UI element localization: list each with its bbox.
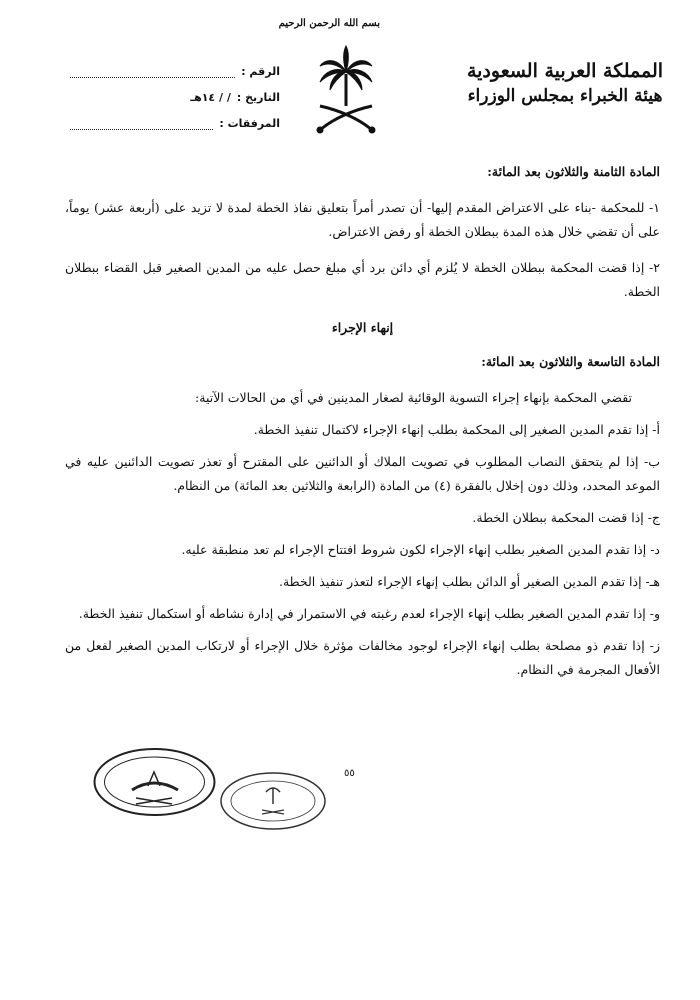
section-heading: إنهاء الإجراء [331, 320, 394, 335]
ref-number-label: الرقم : [241, 64, 280, 78]
attachments-label: المرفقات : [219, 116, 280, 130]
palm-swords-emblem-icon [314, 44, 378, 136]
page-number: ٥٥ [344, 768, 355, 779]
attachments-row [70, 110, 280, 136]
attachments-line [70, 117, 213, 130]
organization-header [460, 58, 670, 108]
article-139-title: المادة التاسعة والثلاثون بعد المائة: [481, 354, 660, 369]
article-139-item-b: ب- إذا لم يتحقق النصاب المطلوب في تصويت الملاك أو الدائنين على المقترح أو تعذر تصويت الدائنين عليه في الموعد المحدد، وذلك دون إخلال بالفقرة (٤) من المادة (الرابعة والثلاثين بعد المائة) من النظام. [65, 454, 660, 493]
article-138-clause-2: ٢- إذا قضت المحكمة ببطلان الخطة لا يُلزم أي دائن برد أي مبلغ حصل عليه من المدين الصغير قبل القضاء ببطلان الخطة. [65, 260, 660, 299]
article-139-item-c: ج- إذا قضت المحكمة ببطلان الخطة. [472, 510, 660, 525]
document-body [65, 160, 660, 690]
article-138-clause-1: ١- للمحكمة -بناء على الاعتراض المقدم إليها- أن تصدر أمراً بتعليق نفاذ الخطة لمدة لا تزيد على (أربعة عشر) يوماً، على أن تقضي خلال هذه المدة ببطلان الخطة أو رفض الاعتراض. [65, 200, 660, 239]
article-139-item-e: هـ- إذا تقدم المدين الصغير أو الدائن بطلب إنهاء الإجراء لتعذر تنفيذ الخطة. [279, 574, 660, 589]
article-139-item-f: و- إذا تقدم المدين الصغير بطلب إنهاء الإجراء لعدم رغبته في الاستمرار في إدارة نشاطه أو استكمال تنفيذ الخطة. [78, 606, 660, 621]
article-139-item-a: أ- إذا تقدم المدين الصغير إلى المحكمة بطلب إنهاء الإجراء لاكتمال تنفيذ الخطة. [253, 422, 660, 437]
official-seal-stamp [92, 746, 217, 818]
date-value: / / ١٤هـ [190, 90, 231, 104]
article-139-intro: تقضي المحكمة بإنهاء إجراء التسوية الوقائية لصغار المدينين في أي من الحالات الآتية: [195, 390, 632, 405]
article-138-title: المادة الثامنة والثلاثون بعد المائة: [487, 164, 660, 179]
article-139-item-g: ز- إذا تقدم ذو مصلحة بطلب إنهاء الإجراء لوجود مخالفات مؤثرة خلال الإجراء أو لارتكاب المدين الصغير لفعل من الأفعال المجرمة في النظام. [65, 638, 660, 677]
article-139-item-d: د- إذا تقدم المدين الصغير بطلب إنهاء الإجراء لكون شروط افتتاح الإجراء لم تعد منطبقة عليه. [181, 542, 660, 557]
date-label: التاريخ : [236, 90, 280, 104]
basmala: بسم الله الرحمن الرحيم [278, 18, 380, 29]
ref-number-line [70, 65, 235, 78]
org-country-name: المملكة العربية السعودية [466, 60, 664, 82]
ref-number-row [70, 58, 280, 84]
reference-fields [70, 58, 280, 136]
secondary-seal-stamp [218, 770, 328, 832]
date-row [70, 84, 280, 110]
org-body-name: هيئة الخبراء بمجلس الوزراء [467, 86, 663, 106]
